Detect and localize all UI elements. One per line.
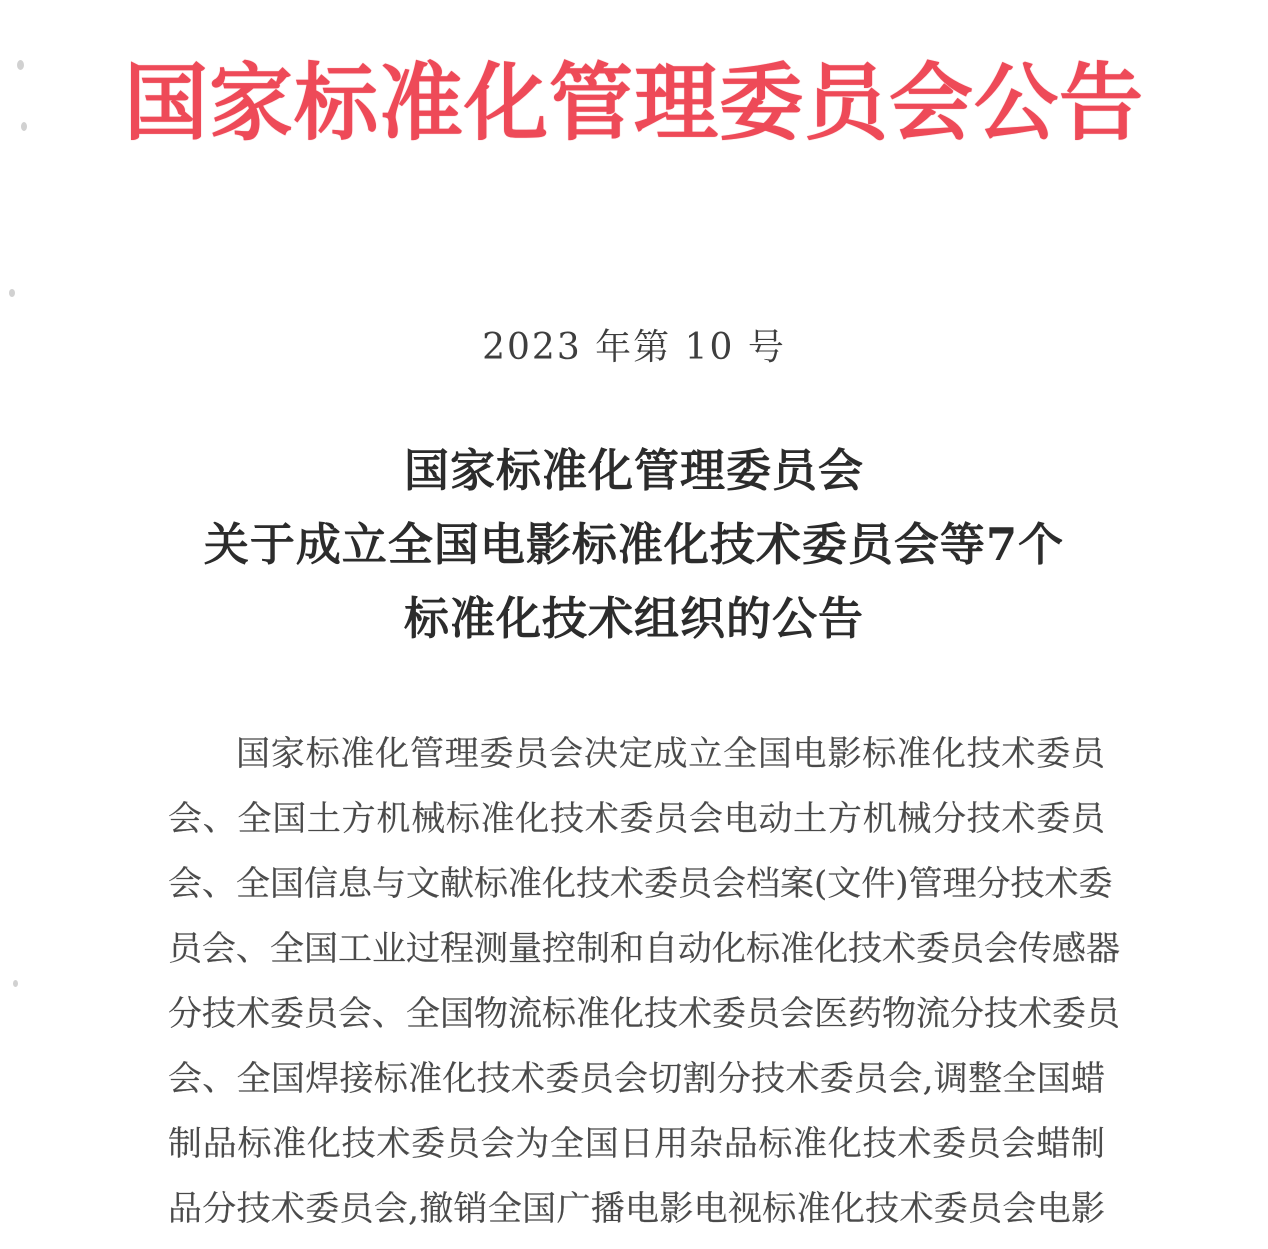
body-line-6: 会、全国焊接标准化技术委员会切割分技术委员会,调整全国蜡	[168, 1059, 1105, 1099]
body-line-1: 国家标准化管理委员会决定成立全国电影标准化技术委员	[236, 734, 1105, 774]
document-title-line-3: 标准化技术组织的公告	[403, 592, 864, 645]
body-line-8: 品分技术委员会,撤销全国广播电影电视标准化技术委员会电影	[168, 1189, 1105, 1229]
body-line-3: 会、全国信息与文献标准化技术委员会档案(文件)管理分技术委	[168, 864, 1113, 904]
body-line-2: 会、全国土方机械标准化技术委员会电动土方机械分技术委员	[168, 799, 1105, 839]
scan-speck	[13, 980, 18, 987]
body-line-4: 员会、全国工业过程测量控制和自动化标准化技术委员会传感器	[168, 929, 1120, 969]
document-title	[0, 434, 1268, 656]
document-title-line-2: 关于成立全国电影标准化技术委员会等7个	[203, 518, 1065, 571]
issue-number: 2023 年第 10 号	[482, 327, 786, 368]
document-title-line-1: 国家标准化管理委员会	[403, 444, 864, 497]
scan-speck	[9, 289, 15, 297]
document-masthead: 国家标准化管理委员会公告	[123, 53, 1144, 152]
body-paragraph	[168, 722, 1120, 1242]
body-line-7: 制品标准化技术委员会为全国日用杂品标准化技术委员会蜡制	[168, 1124, 1105, 1164]
body-line-5: 分技术委员会、全国物流标准化技术委员会医药物流分技术委员	[168, 994, 1120, 1034]
